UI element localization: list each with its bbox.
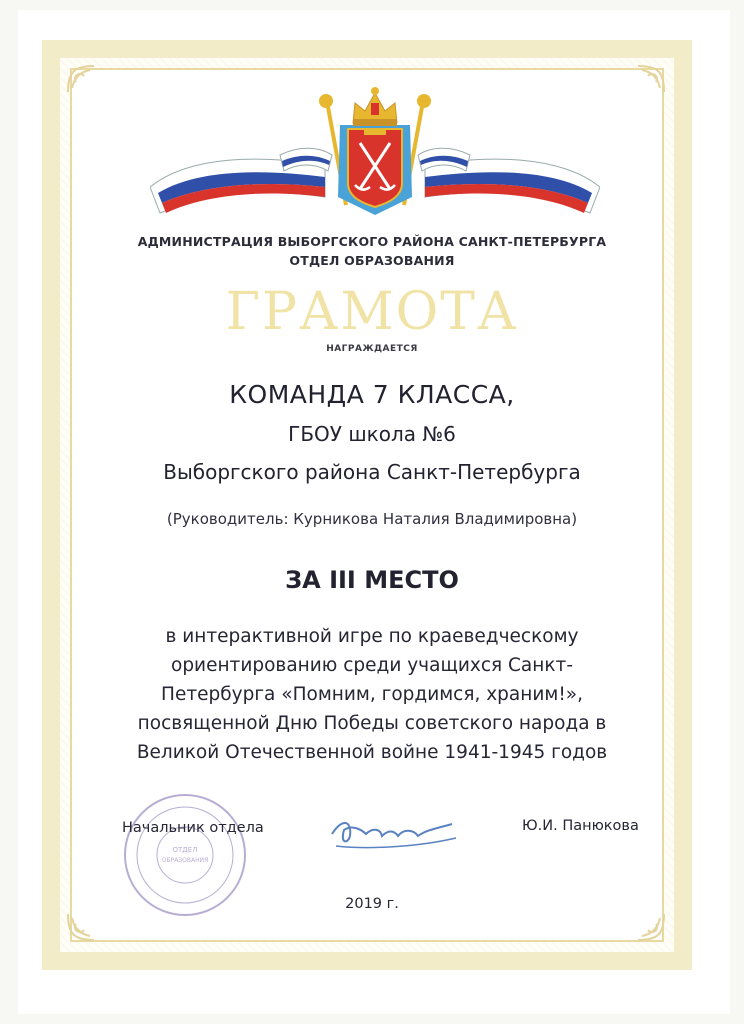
description-line: Петербурга «Помним, гордимся, храним!», <box>161 684 583 705</box>
corner-ornament-icon <box>64 62 98 96</box>
issuer-organization <box>80 232 664 270</box>
handwritten-signature-icon <box>322 800 462 856</box>
coat-of-arms-icon <box>150 85 600 225</box>
corner-ornament-icon <box>634 62 668 96</box>
district-name: Выборгского района Санкт-Петербурга <box>163 460 581 484</box>
school-name: ГБОУ школа №6 <box>288 422 456 446</box>
svg-text:ОБРАЗОВАНИЯ: ОБРАЗОВАНИЯ <box>161 857 209 864</box>
award-description <box>80 622 664 767</box>
awarded-label: НАГРАЖДАЕТСЯ <box>326 344 418 354</box>
corner-ornament-icon <box>64 910 98 944</box>
description-line: Великой Отечественной войне 1941-1945 годов <box>136 742 608 763</box>
certificate-title: ГРАМОТА <box>225 282 519 342</box>
issuer-line-1: АДМИНИСТРАЦИЯ ВЫБОРГСКОГО РАЙОНА САНКТ-ПЕТЕРБУРГА <box>137 234 607 249</box>
team-leader: (Руководитель: Курникова Наталия Владимировна) <box>166 510 578 528</box>
description-line: посвященной Дню Победы советского народа в <box>137 713 607 734</box>
signatory-name: Ю.И. Панюкова <box>522 818 639 834</box>
recipient-name: КОМАНДА 7 КЛАССА, <box>229 380 515 409</box>
signatory-position: Начальник отдела <box>122 820 264 836</box>
award-place: ЗА III МЕСТО <box>285 566 459 594</box>
issue-year: 2019 г. <box>345 896 399 912</box>
corner-ornament-icon <box>634 910 668 944</box>
description-line: в интерактивной игре по краеведческому <box>165 626 579 647</box>
description-line: ориентированию среди учащихся Санкт- <box>171 655 573 676</box>
svg-text:ОТДЕЛ: ОТДЕЛ <box>172 846 198 854</box>
issuer-line-2: ОТДЕЛ ОБРАЗОВАНИЯ <box>289 253 455 268</box>
